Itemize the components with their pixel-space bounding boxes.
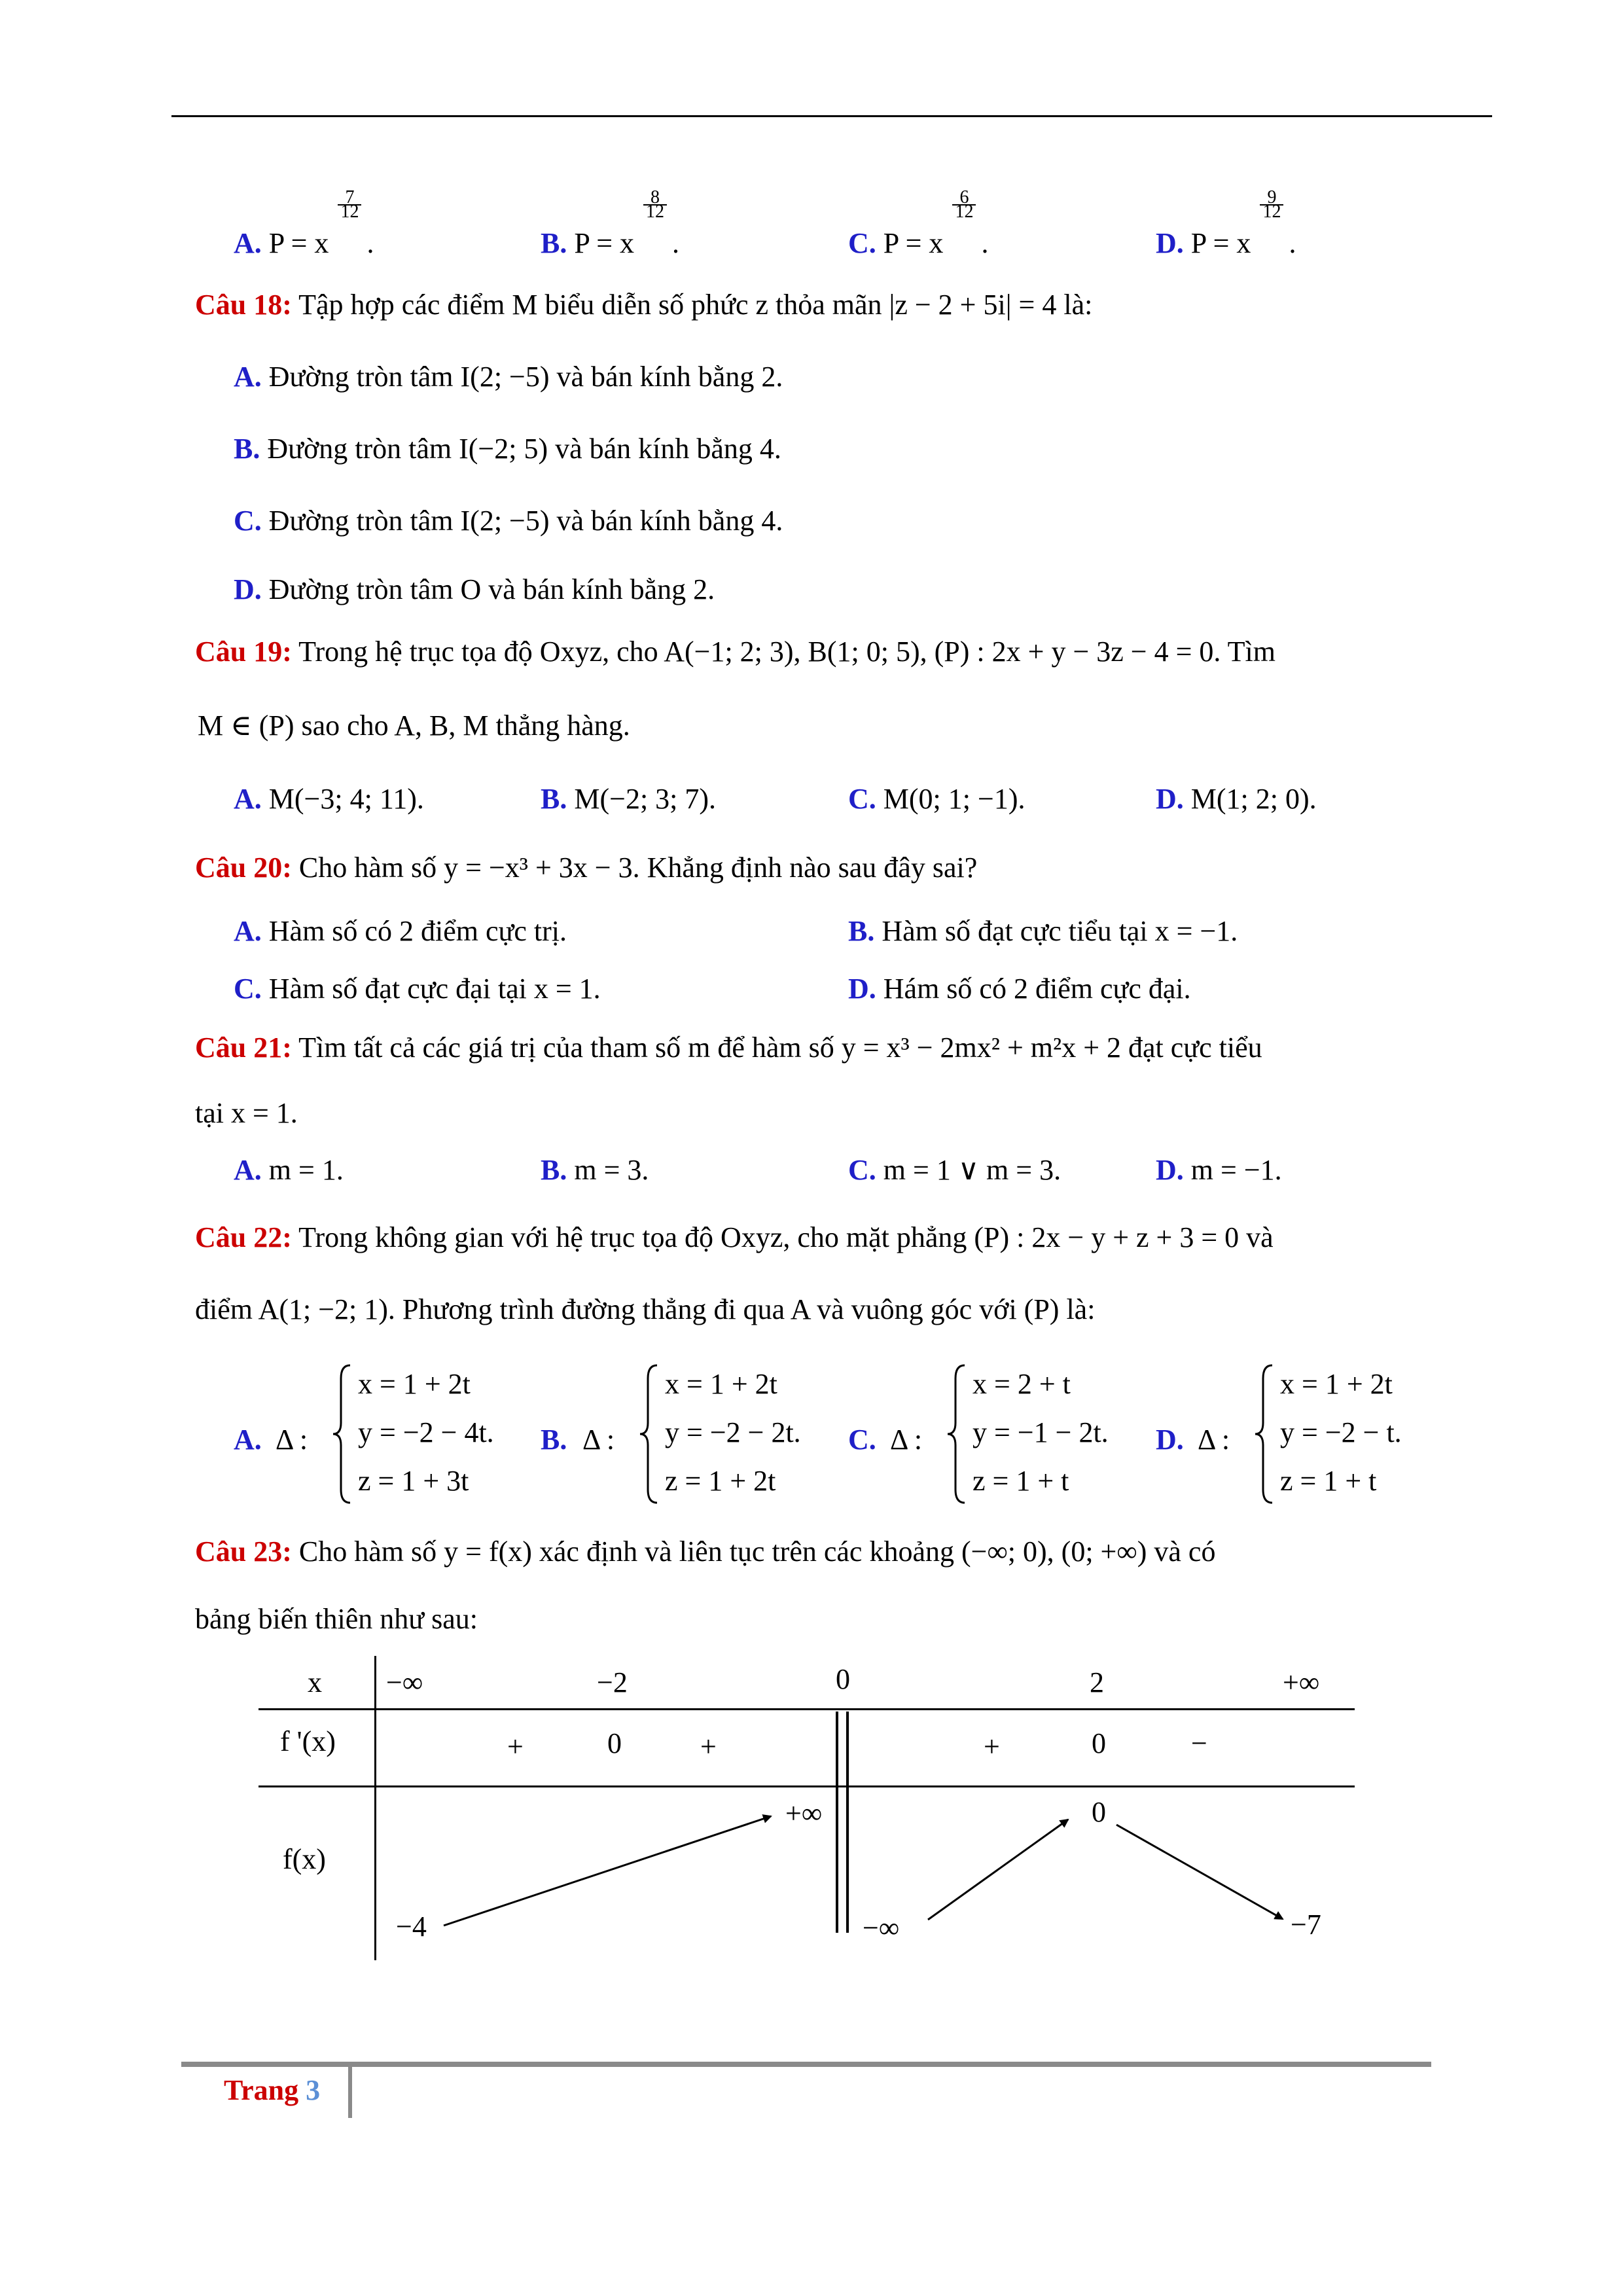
q17-option-c: C. P = x 6 12 . xyxy=(848,187,989,259)
exponent-fraction: 6 12 xyxy=(943,224,981,253)
system-row: x = 1 + 2t xyxy=(1280,1368,1393,1400)
option-label: B. xyxy=(234,433,260,465)
q20-option-d xyxy=(848,972,1191,1005)
option-label: C. xyxy=(848,1154,876,1186)
option-label: D. xyxy=(234,573,262,605)
option-text: M(0; 1; −1). xyxy=(883,783,1026,815)
question-number: Câu 23: xyxy=(195,1535,292,1568)
system-rows xyxy=(358,1360,494,1505)
q19-option-d xyxy=(1156,782,1317,816)
f-value: −4 xyxy=(396,1910,427,1943)
question-number: Câu 21: xyxy=(195,1031,292,1064)
x-value: 2 xyxy=(1090,1666,1104,1698)
option-label: B. xyxy=(541,1154,567,1186)
option-text: m = −1. xyxy=(1190,1154,1282,1186)
undefined-bar-left xyxy=(836,1712,838,1933)
question-text: Trong hệ trục tọa độ Oxyz, cho A(−1; 2; 3), B(1; 0; 5), (P) : 2x + y − 3z − 4 = 0. Tìm xyxy=(298,636,1275,668)
option-text: Hàm số có 2 điểm cực trị. xyxy=(268,915,567,947)
f-value: +∞ xyxy=(785,1797,823,1829)
q18-stem xyxy=(195,288,1092,321)
option-label: C. xyxy=(848,783,876,815)
option-text: m = 3. xyxy=(574,1154,649,1186)
system-row: y = −2 − 2t. xyxy=(665,1416,801,1448)
question-number: Câu 20: xyxy=(195,852,292,884)
footer-rule xyxy=(181,2062,1431,2067)
q17-option-d: D. P = x 9 12 . xyxy=(1156,187,1296,259)
system-row: z = 1 + 2t xyxy=(665,1465,776,1497)
option-label: A. xyxy=(234,227,262,259)
option-text: Hàm số đạt cực tiểu tại x = −1. xyxy=(882,915,1238,947)
option-text: m = 1 ∨ m = 3. xyxy=(883,1154,1061,1186)
option-label: C. xyxy=(234,973,262,1005)
option-label: A. xyxy=(234,1424,262,1456)
exponent-fraction: 9 12 xyxy=(1251,224,1289,253)
option-label: A. xyxy=(234,915,262,947)
q21-option-a xyxy=(234,1153,344,1187)
left-brace-icon xyxy=(946,1364,970,1504)
option-text: m = 1. xyxy=(268,1154,344,1186)
line-name: Δ : xyxy=(890,1424,923,1456)
question-text: M ∈ (P) sao cho A, B, M thẳng hàng. xyxy=(198,709,630,742)
option-text: M(−3; 4; 11). xyxy=(268,783,424,815)
increase-arrow xyxy=(444,1816,771,1926)
fprime-sign: + xyxy=(507,1731,524,1763)
system-row: y = −2 − t. xyxy=(1280,1416,1402,1448)
q17-option-a: A. P = x 7 12 . xyxy=(234,187,374,259)
q20-option-a xyxy=(234,914,567,948)
system-rows xyxy=(665,1360,801,1505)
question-text: Tìm tất cả các giá trị của tham số m để hàm số y = x³ − 2mx² + m²x + 2 đạt cực tiểu xyxy=(298,1031,1262,1064)
q22-stem-line1 xyxy=(195,1221,1274,1254)
page-footer xyxy=(224,2073,320,2107)
q17-option-b: B. P = x 8 12 . xyxy=(541,187,680,259)
line-name: Δ : xyxy=(582,1424,615,1456)
q20-stem xyxy=(195,851,977,884)
option-text: Đường tròn tâm I(2; −5) và bán kính bằng 2. xyxy=(268,361,783,393)
system-row: z = 1 + t xyxy=(1280,1465,1377,1497)
question-text: điểm A(1; −2; 1). Phương trình đường thẳng đi qua A và vuông góc với (P) là: xyxy=(195,1293,1096,1325)
question-text: Trong không gian với hệ trục tọa độ Oxyz, cho mặt phẳng (P) : 2x − y + z + 3 = 0 và xyxy=(298,1221,1274,1253)
system-rows xyxy=(972,1360,1109,1505)
f-value: −∞ xyxy=(863,1912,900,1944)
option-label: D. xyxy=(1156,227,1184,259)
option-label: B. xyxy=(848,915,875,947)
table-rule-1 xyxy=(259,1708,1355,1710)
q22-stem-line2 xyxy=(195,1293,1095,1326)
q18-option-b xyxy=(234,432,781,465)
table-rule-2 xyxy=(259,1785,1355,1787)
line-name: Δ : xyxy=(276,1424,308,1456)
q23-stem-line2 xyxy=(195,1602,478,1636)
fprime-sign: + xyxy=(984,1731,1000,1763)
q20-option-b xyxy=(848,914,1238,948)
option-text: Đường tròn tâm I(−2; 5) và bán kính bằng 4. xyxy=(267,433,781,465)
question-text: tại x = 1. xyxy=(195,1097,298,1129)
option-expr: P = x xyxy=(574,227,635,259)
option-label: D. xyxy=(1156,1424,1184,1456)
question-number: Câu 22: xyxy=(195,1221,292,1253)
q19-stem-line2 xyxy=(198,709,630,742)
question-text: Cho hàm số y = −x³ + 3x − 3. Khẳng định nào sau đây sai? xyxy=(298,852,978,884)
option-text: Hám số có 2 điểm cực đại. xyxy=(883,973,1191,1005)
q19-option-c xyxy=(848,782,1025,816)
line-name: Δ : xyxy=(1198,1424,1230,1456)
q20-option-c xyxy=(234,972,601,1005)
left-brace-icon xyxy=(639,1364,662,1504)
x-value: 0 xyxy=(836,1663,850,1695)
option-text: Đường tròn tâm I(2; −5) và bán kính bằng 4. xyxy=(268,505,783,537)
x-value: −2 xyxy=(597,1666,628,1698)
q21-stem-line2 xyxy=(195,1096,298,1130)
option-text: Đường tròn tâm O và bán kính bằng 2. xyxy=(268,573,715,605)
x-value: −∞ xyxy=(386,1666,423,1698)
system-row: x = 2 + t xyxy=(972,1368,1071,1400)
page-number: 3 xyxy=(306,2074,321,2106)
q21-option-c xyxy=(848,1153,1061,1187)
x-row-label: x xyxy=(308,1666,322,1698)
q19-option-b xyxy=(541,782,716,816)
f-value: 0 xyxy=(1092,1796,1106,1828)
exponent-fraction: 8 12 xyxy=(634,224,672,253)
header-rule xyxy=(171,115,1492,117)
option-label: C. xyxy=(848,227,876,259)
question-text: Tập hợp các điểm M biểu diễn số phức z thỏa mãn |z − 2 + 5i| = 4 là: xyxy=(298,289,1093,321)
q23-stem-line1 xyxy=(195,1535,1215,1568)
fprime-zero: 0 xyxy=(1092,1727,1106,1759)
f-row-label: f(x) xyxy=(283,1843,326,1875)
f-value: −7 xyxy=(1291,1909,1321,1941)
q21-stem-line1 xyxy=(195,1031,1262,1064)
system-row: z = 1 + t xyxy=(972,1465,1069,1497)
footer-vertical-bar xyxy=(348,2067,352,2118)
q18-option-c xyxy=(234,504,783,537)
option-expr: P = x xyxy=(1190,227,1251,259)
q18-option-a xyxy=(234,360,783,393)
decrease-arrow xyxy=(1116,1825,1283,1919)
left-brace-icon xyxy=(1254,1364,1277,1504)
option-label: D. xyxy=(1156,783,1184,815)
option-text: M(1; 2; 0). xyxy=(1190,783,1317,815)
question-number: Câu 18: xyxy=(195,289,292,321)
q21-option-d xyxy=(1156,1153,1282,1187)
option-expr: P = x xyxy=(883,227,944,259)
fprime-row-label: f '(x) xyxy=(280,1725,336,1757)
option-label: B. xyxy=(541,227,567,259)
table-col-divider xyxy=(374,1656,376,1960)
option-label: A. xyxy=(234,783,262,815)
question-text: bảng biến thiên như sau: xyxy=(195,1603,478,1635)
page-word: Trang xyxy=(224,2074,299,2106)
option-text: Hàm số đạt cực đại tại x = 1. xyxy=(268,973,601,1005)
fprime-zero: 0 xyxy=(607,1727,622,1759)
fprime-sign: − xyxy=(1191,1727,1207,1759)
increase-arrow xyxy=(928,1820,1068,1920)
option-label: B. xyxy=(541,783,567,815)
x-value: +∞ xyxy=(1283,1666,1320,1698)
option-label: C. xyxy=(848,1424,876,1456)
option-label: A. xyxy=(234,361,262,393)
system-row: y = −2 − 4t. xyxy=(358,1416,494,1448)
option-label: D. xyxy=(1156,1154,1184,1186)
system-rows xyxy=(1280,1360,1402,1505)
q21-option-b xyxy=(541,1153,649,1187)
fprime-sign: + xyxy=(700,1731,717,1763)
question-text: Cho hàm số y = f(x) xác định và liên tục trên các khoảng (−∞; 0), (0; +∞) và có xyxy=(298,1535,1216,1568)
system-row: x = 1 + 2t xyxy=(665,1368,777,1400)
option-label: B. xyxy=(541,1424,567,1456)
q19-stem-line1 xyxy=(195,635,1275,668)
left-brace-icon xyxy=(332,1364,355,1504)
option-label: D. xyxy=(848,973,876,1005)
question-number: Câu 19: xyxy=(195,636,292,668)
q18-option-d xyxy=(234,573,715,606)
system-row: y = −1 − 2t. xyxy=(972,1416,1109,1448)
q19-option-a xyxy=(234,782,424,816)
option-text: M(−2; 3; 7). xyxy=(574,783,717,815)
system-row: x = 1 + 2t xyxy=(358,1368,471,1400)
option-label: A. xyxy=(234,1154,262,1186)
undefined-bar-right xyxy=(846,1712,849,1933)
exponent-fraction: 7 12 xyxy=(329,224,366,253)
option-expr: P = x xyxy=(268,227,329,259)
system-row: z = 1 + 3t xyxy=(358,1465,469,1497)
option-label: C. xyxy=(234,505,262,537)
